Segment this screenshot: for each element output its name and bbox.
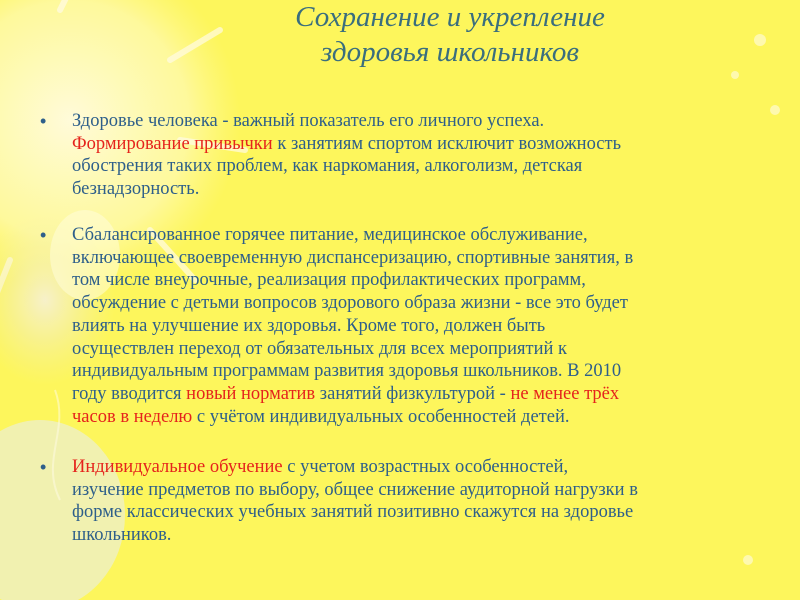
body-text: включающее своевременную диспансеризацию, спортивные занятия, в [72, 247, 634, 268]
highlighted-text: не менее трёх [510, 383, 620, 404]
body-text: с учётом индивидуальных особенностей детей. [192, 406, 570, 427]
text-line [72, 524, 770, 547]
text-line [72, 383, 770, 406]
text-line [72, 501, 770, 524]
list-item [40, 224, 770, 428]
text-line [72, 247, 770, 270]
body-text: году вводится [72, 383, 187, 404]
text-line [72, 178, 770, 201]
text-line [72, 360, 770, 383]
body-text: Сбалансированное горячее питание, медицинское обслуживание, [72, 225, 588, 245]
body-text: форме классических учебных занятий позитивно скажутся на здоровье [72, 502, 634, 523]
text-line [72, 338, 770, 361]
slide-title [180, 0, 720, 70]
list-item [40, 110, 770, 201]
bullet-marker: • [40, 225, 47, 245]
title-line-2: здоровья школьников [320, 36, 580, 68]
text-line [72, 155, 770, 178]
list-item [40, 456, 770, 547]
text-line [72, 110, 770, 133]
body-text: обсуждение с детьми вопросов здорового образа жизни - все это будет [72, 293, 628, 314]
body-text: занятий физкультурой - [315, 383, 511, 404]
text-line [72, 224, 770, 247]
body-text: том числе внеурочные, реализация профилактических программ, [72, 270, 586, 291]
bullet-marker: • [40, 111, 47, 131]
highlighted-text: часов в неделю [72, 406, 193, 427]
text-line [72, 315, 770, 338]
body-text: изучение предметов по выбору, общее снижение аудиторной нагрузки в [72, 479, 638, 500]
body-text: осуществлен переход от обязательных для всех мероприятий к [72, 338, 568, 359]
bullet-marker: • [40, 457, 47, 477]
text-line [72, 133, 770, 156]
body-text: Здоровье человека - важный показатель его личного успеха. [72, 111, 545, 131]
highlighted-text: Формирование привычки [72, 133, 273, 154]
body-text: школьников. [72, 525, 172, 546]
text-line [72, 456, 770, 479]
highlighted-text: Индивидуальное обучение [72, 457, 283, 477]
body-text: индивидуальным программам развития здоровья школьников. В 2010 [72, 361, 622, 382]
text-line [72, 269, 770, 292]
body-text: к занятиям спортом исключит возможность [272, 133, 622, 154]
body-text: влиять на улучшение их здоровья. Кроме того, должен быть [72, 315, 546, 336]
text-line [72, 292, 770, 315]
highlighted-text: новый норматив [186, 383, 316, 404]
body-text: с учетом возрастных особенностей, [282, 457, 569, 477]
body-text: обострения таких проблем, как наркомания, алкоголизм, детская [72, 156, 583, 177]
text-line [72, 406, 770, 429]
text-line [72, 479, 770, 502]
body-text: безнадзорность. [72, 179, 200, 200]
title-line-1: Сохранение и укрепление [295, 1, 605, 33]
